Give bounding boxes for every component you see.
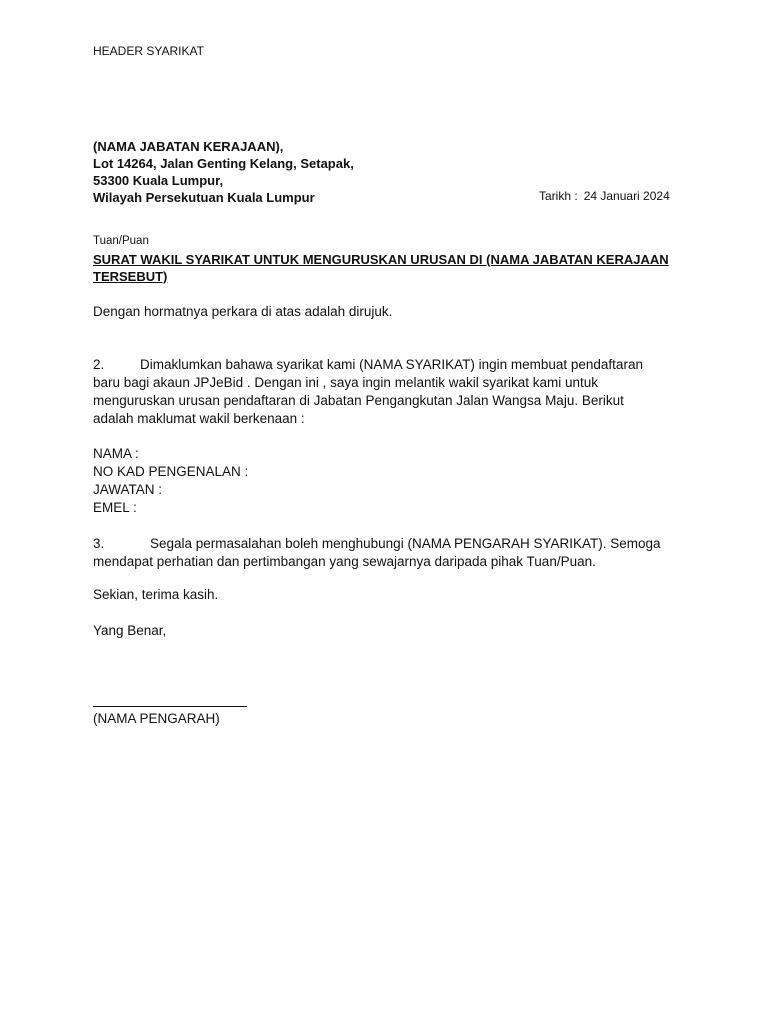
subject-line: SURAT WAKIL SYARIKAT UNTUK MENGURUSKAN URUSAN DI (NAMA JABATAN KERAJAAN — [93, 252, 669, 267]
signoff-text: Yang Benar, — [93, 623, 167, 638]
company-header: HEADER SYARIKAT — [93, 44, 204, 58]
field-position: JAWATAN : — [93, 482, 162, 497]
date-label: Tarikh : — [539, 189, 578, 203]
paragraph-line: adalah maklumat wakil berkenaan : — [93, 411, 305, 426]
opening-paragraph: Dengan hormatnya perkara di atas adalah dirujuk. — [93, 304, 393, 319]
paragraph-line: Dimaklumkan bahawa syarikat kami (NAMA SYARIKAT) ingin membuat pendaftaran — [140, 357, 643, 372]
address-line: Lot 14264, Jalan Genting Kelang, Setapak, — [93, 156, 354, 171]
letter-date — [539, 189, 670, 203]
paragraph-line: menguruskan urusan pendaftaran di Jabatan Pengangkutan Jalan Wangsa Maju. Berikut — [93, 393, 624, 408]
paragraph-line: Segala permasalahan boleh menghubungi (NAMA PENGARAH SYARIKAT). Semoga — [150, 536, 661, 551]
address-line: (NAMA JABATAN KERAJAAN), — [93, 139, 284, 154]
subject-line: TERSEBUT) — [93, 269, 168, 284]
paragraph-number: 2. — [93, 357, 105, 372]
field-email: EMEL : — [93, 500, 137, 515]
closing-text: Sekian, terima kasih. — [93, 587, 219, 602]
representative-fields — [93, 445, 248, 517]
salutation: Tuan/Puan — [93, 235, 149, 247]
paragraph-2 — [93, 356, 683, 428]
address-line: Wilayah Persekutuan Kuala Lumpur — [93, 190, 315, 205]
paragraph-line: baru bagi akaun JPJeBid . Dengan ini , saya ingin melantik wakil syarikat kami untuk — [93, 375, 599, 390]
paragraph-3 — [93, 535, 683, 571]
signature-line — [93, 706, 247, 707]
paragraph-line: mendapat perhatian dan pertimbangan yang sewajarnya daripada pihak Tuan/Puan. — [93, 554, 596, 569]
paragraph-number: 3. — [93, 536, 105, 551]
field-ic-number: NO KAD PENGENALAN : — [93, 464, 249, 479]
signatory-name: (NAMA PENGARAH) — [93, 711, 220, 726]
address-line: 53300 Kuala Lumpur, — [93, 173, 224, 188]
recipient-address — [93, 138, 354, 206]
letter-subject — [93, 251, 683, 285]
date-value: 24 Januari 2024 — [583, 189, 670, 203]
field-name: NAMA : — [93, 446, 139, 461]
